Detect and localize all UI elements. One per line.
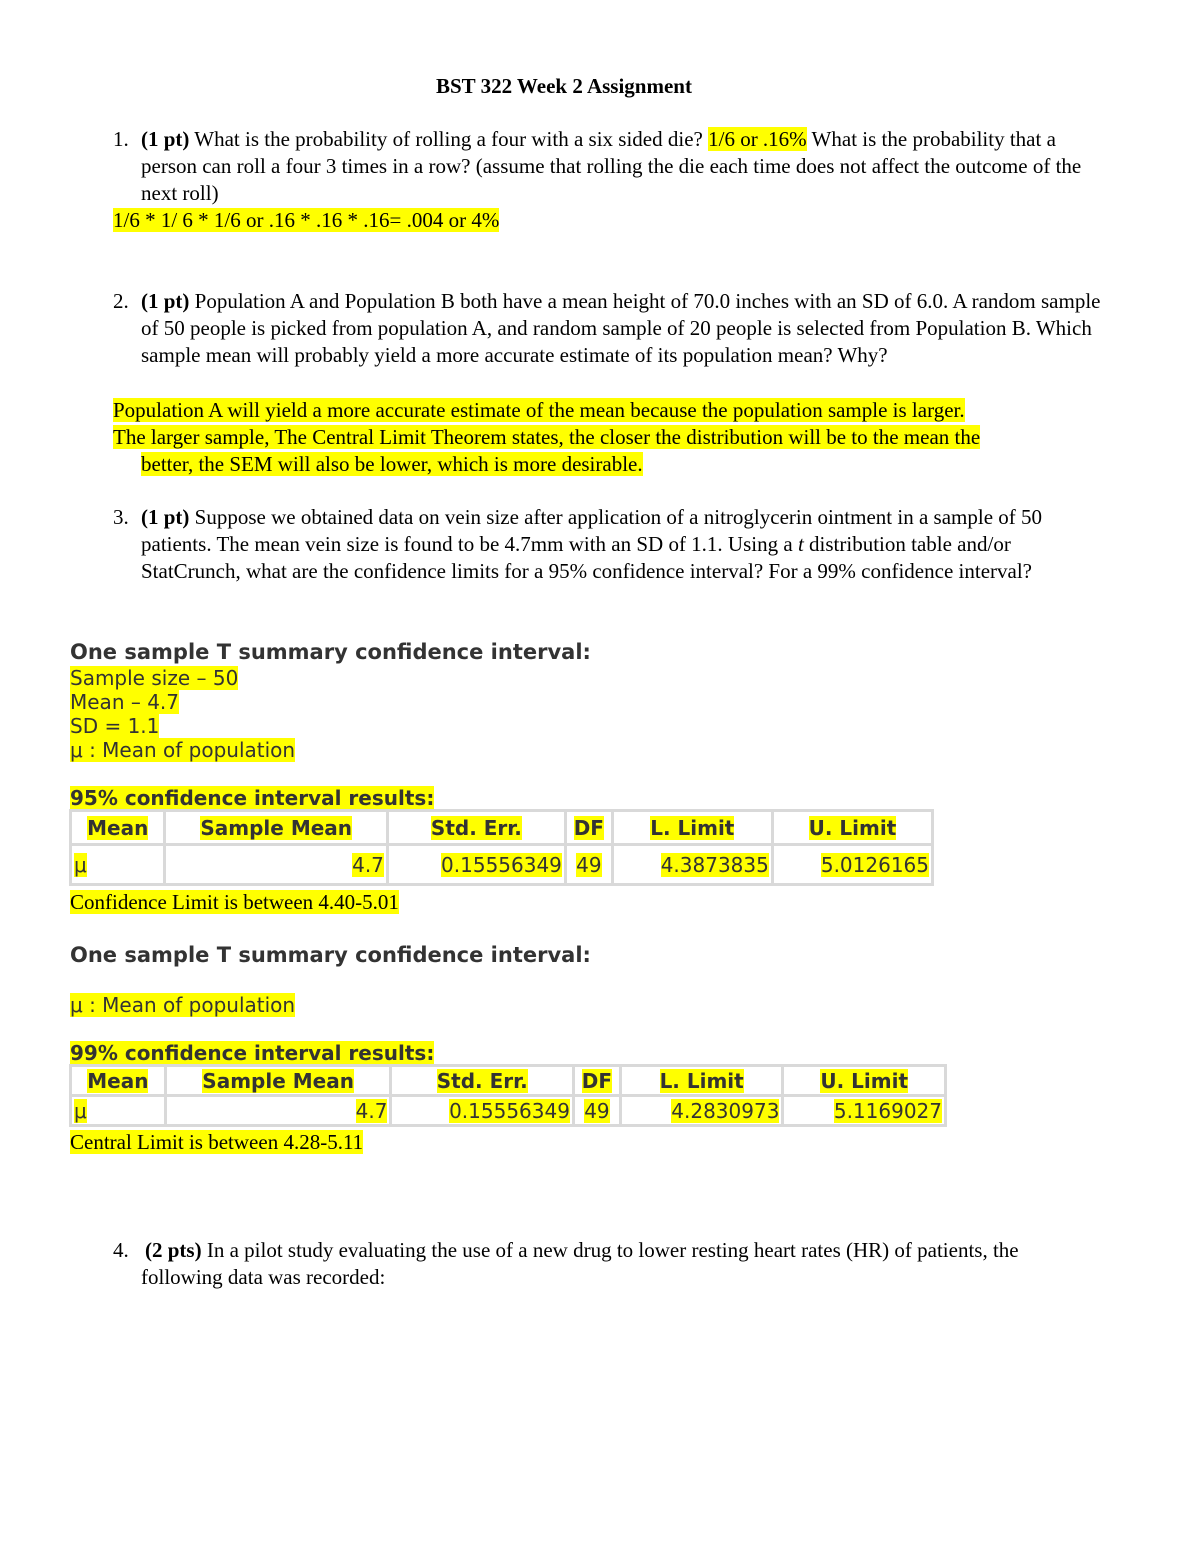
ci95-header-l-limit: L. Limit bbox=[612, 811, 772, 845]
section1-mean: Mean – 4.7 bbox=[70, 690, 180, 714]
section2-line-1 bbox=[70, 993, 295, 1017]
ci95-cell-u-limit: 5.0126165 bbox=[772, 845, 932, 885]
ci99-table bbox=[69, 1064, 947, 1127]
ci95-header-std-err: Std. Err. bbox=[387, 811, 565, 845]
ci95-cell-df: 49 bbox=[565, 845, 612, 885]
ci99-cell-std-err: 0.15556349 bbox=[391, 1096, 573, 1126]
section1-results-heading bbox=[70, 786, 434, 810]
section1-note bbox=[70, 890, 399, 914]
q1-number: 1. bbox=[113, 127, 129, 151]
q2-points: (1 pt) bbox=[141, 289, 190, 313]
q1-answer bbox=[113, 207, 499, 234]
section1-results-heading-text: 95% confidence interval results: bbox=[70, 786, 435, 810]
section1-line-1 bbox=[70, 666, 238, 690]
section2-note bbox=[70, 1130, 363, 1154]
q1-text-a: What is the probability of rolling a four with a six sided die? bbox=[189, 127, 709, 151]
ci99-header-mean: Mean bbox=[71, 1066, 166, 1096]
ci99-cell-u-limit: 5.1169027 bbox=[783, 1096, 946, 1126]
q2-answer-text-3: better, the SEM will also be lower, which is more desirable. bbox=[141, 452, 643, 476]
q4-points: (2 pts) bbox=[145, 1238, 202, 1262]
section1-note-text: Confidence Limit is between 4.40-5.01 bbox=[70, 890, 399, 914]
section1-line-3 bbox=[70, 714, 159, 738]
q4-text: In a pilot study evaluating the use of a new drug to lower resting heart rates (HR) of patients, the following data was recorded: bbox=[141, 1238, 1019, 1289]
ci95-header-mean: Mean bbox=[71, 811, 165, 845]
q2-text: Population A and Population B both have a mean height of 70.0 inches with an SD of 6.0. A random sample of 50 people is picked from population A, and random sample of 20 people is selected from Population B. Which sample mean will probably yield a more accurate estimate of its population mean? Why? bbox=[141, 289, 1101, 367]
q3-t-letter: t bbox=[797, 532, 804, 556]
q4-question bbox=[141, 1237, 1041, 1291]
section2-results-heading-text: 99% confidence interval results: bbox=[70, 1041, 435, 1065]
ci99-data-row bbox=[71, 1096, 946, 1126]
q1-inline-answer: 1/6 or .16% bbox=[708, 127, 807, 151]
ci95-header-sample-mean: Sample Mean bbox=[165, 811, 387, 845]
section1-line-2 bbox=[70, 690, 179, 714]
section1-sd: SD = 1.1 bbox=[70, 714, 160, 738]
section1-heading: One sample T summary confidence interval: bbox=[70, 640, 591, 664]
ci95-cell-std-err: 0.15556349 bbox=[387, 845, 565, 885]
ci99-header-std-err: Std. Err. bbox=[391, 1066, 573, 1096]
q2-answer-line-3 bbox=[141, 451, 643, 478]
q2-answer-line-2 bbox=[113, 424, 980, 451]
ci99-header-df: DF bbox=[573, 1066, 620, 1096]
section1-line-4 bbox=[70, 738, 295, 762]
q2-answer-text-1: Population A will yield a more accurate estimate of the mean because the population sample is larger. bbox=[113, 398, 965, 422]
q1-text-b: What is the probability that a person can roll a four 3 times in a row? (assume that rolling the die each time does not affect the outcome of the next roll) bbox=[141, 127, 1082, 205]
q3-points: (1 pt) bbox=[141, 505, 190, 529]
section2-note-text: Central Limit is between 4.28-5.11 bbox=[70, 1130, 364, 1154]
q2-answer-text-2: The larger sample, The Central Limit Theorem states, the closer the distribution will be to the mean the bbox=[113, 425, 981, 449]
q4-number: 4. bbox=[113, 1238, 129, 1262]
q1-points: (1 pt) bbox=[141, 127, 190, 151]
ci99-cell-mu: μ bbox=[71, 1096, 166, 1126]
ci99-cell-l-limit: 4.2830973 bbox=[620, 1096, 783, 1126]
q3-text-b: distribution table and/or StatCrunch, what are the confidence limits for a 95% confidence interval? For a 99% confidence interval? bbox=[141, 532, 1032, 583]
q2-answer-line-1 bbox=[113, 397, 965, 424]
section1-sample-size: Sample size – 50 bbox=[70, 666, 239, 690]
q1-answer-text: 1/6 * 1/ 6 * 1/6 or .16 * .16 * .16= .004 or 4% bbox=[113, 208, 500, 232]
ci95-header-u-limit: U. Limit bbox=[772, 811, 932, 845]
ci95-header-df: DF bbox=[565, 811, 612, 845]
section2-results-heading bbox=[70, 1041, 434, 1065]
q2-number: 2. bbox=[113, 289, 129, 313]
ci95-cell-l-limit: 4.3873835 bbox=[612, 845, 772, 885]
section2-mu-definition: μ : Mean of population bbox=[70, 993, 296, 1017]
section1-mu-definition: μ : Mean of population bbox=[70, 738, 296, 762]
ci95-table bbox=[69, 809, 934, 886]
ci99-cell-df: 49 bbox=[573, 1096, 620, 1126]
ci95-data-row bbox=[71, 845, 933, 885]
q2-question bbox=[141, 288, 1101, 369]
q3-question bbox=[141, 504, 1091, 585]
ci99-cell-sample-mean: 4.7 bbox=[165, 1096, 391, 1126]
ci99-header-l-limit: L. Limit bbox=[620, 1066, 783, 1096]
ci99-header-row bbox=[71, 1066, 946, 1096]
document-title: BST 322 Week 2 Assignment bbox=[436, 74, 692, 98]
q3-text-a: Suppose we obtained data on vein size after application of a nitroglycerin ointment in a sample of 50 patients. The mean vein size is found to be 4.7mm with an SD of 1.1. Using a bbox=[141, 505, 1043, 556]
ci99-header-u-limit: U. Limit bbox=[783, 1066, 946, 1096]
q3-number: 3. bbox=[113, 505, 129, 529]
ci99-header-sample-mean: Sample Mean bbox=[165, 1066, 391, 1096]
q1-question bbox=[141, 126, 1101, 207]
ci95-cell-sample-mean: 4.7 bbox=[165, 845, 387, 885]
ci95-header-row bbox=[71, 811, 933, 845]
ci95-cell-mu: μ bbox=[71, 845, 165, 885]
section2-heading: One sample T summary confidence interval: bbox=[70, 943, 591, 967]
